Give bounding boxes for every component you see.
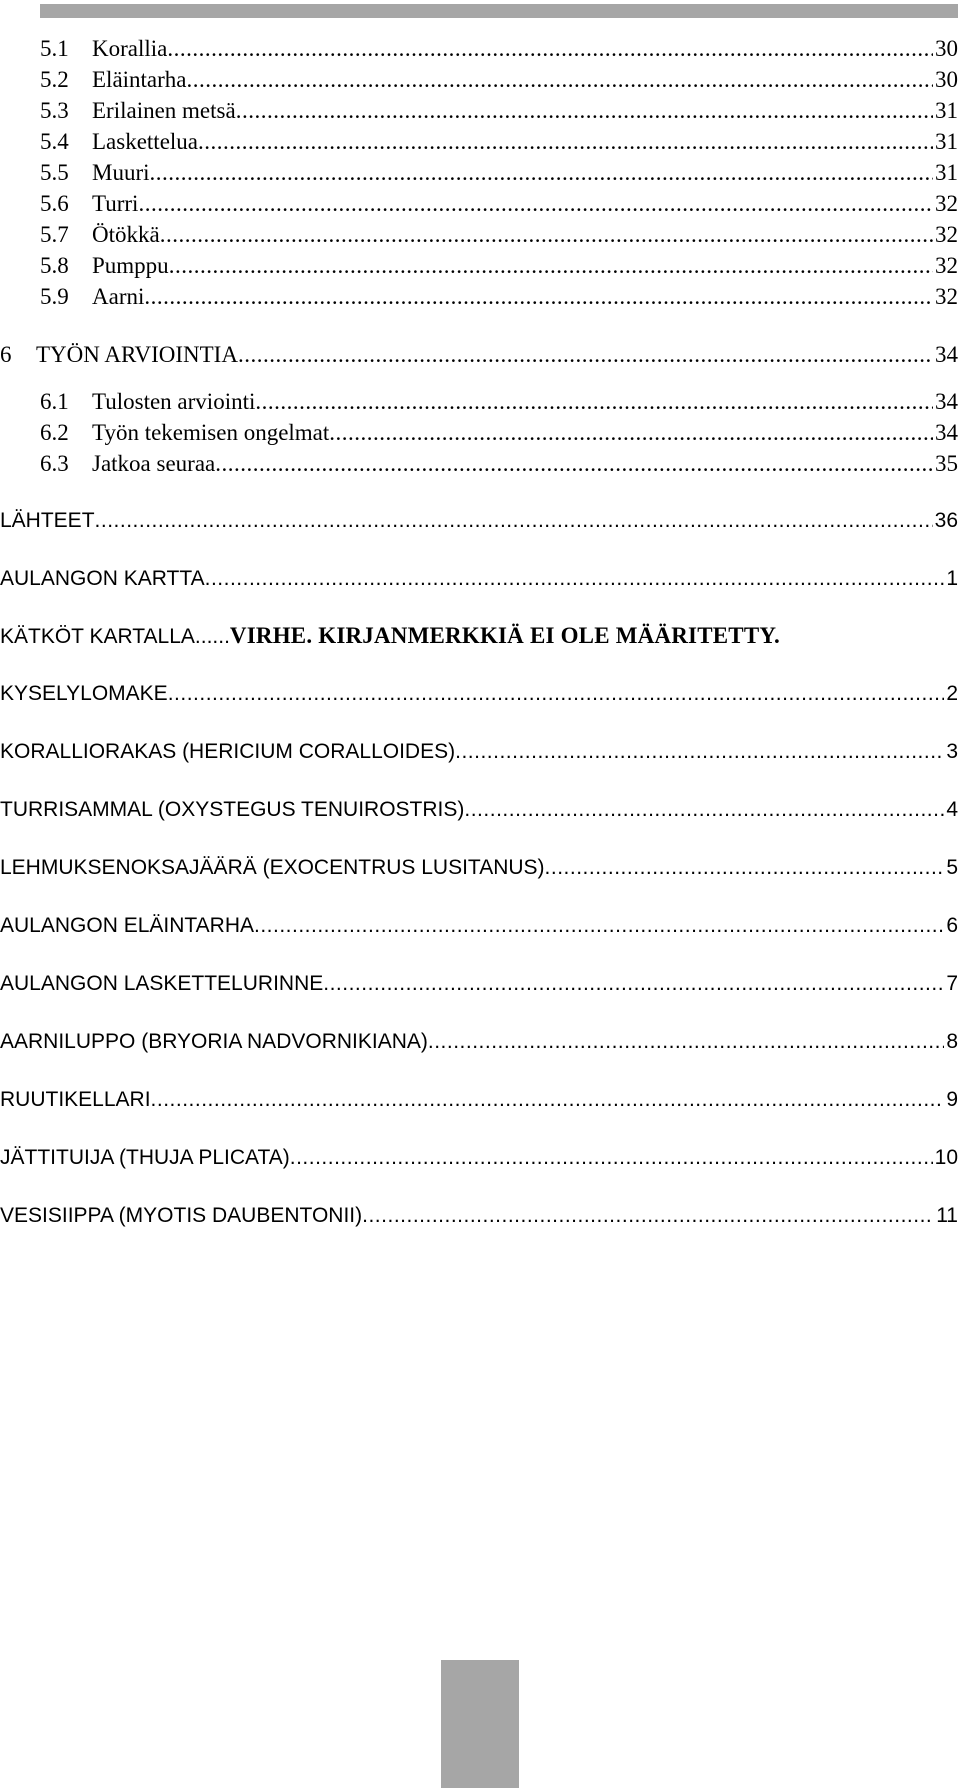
toc-leader: ...... <box>194 625 230 648</box>
toc-number: 5.8 <box>40 253 69 278</box>
toc-entry-jattituija[interactable] <box>0 1144 958 1172</box>
toc-leader <box>198 128 933 156</box>
toc-leader <box>329 419 933 447</box>
toc-title: AULANGON KARTTA <box>0 567 205 590</box>
toc-number: 5.9 <box>40 284 69 309</box>
toc-page: 31 <box>935 160 958 185</box>
toc-page: 6 <box>946 914 958 937</box>
toc-page: 36 <box>934 509 958 532</box>
toc-entry-5-7[interactable] <box>40 221 958 249</box>
toc-title: Turri <box>92 191 139 216</box>
toc-leader <box>428 1028 944 1056</box>
toc-leader <box>255 388 933 416</box>
toc-page: 7 <box>946 972 958 995</box>
toc-page: 34 <box>935 420 958 445</box>
toc-page: 10 <box>934 1146 958 1169</box>
toc-title: Eläintarha <box>92 67 187 92</box>
toc-entry-5-2[interactable] <box>40 66 958 94</box>
toc-number: 6 <box>0 342 12 367</box>
toc-title: AULANGON LASKETTELURINNE <box>0 972 324 995</box>
toc-page: 3 <box>946 740 958 763</box>
toc-page: 32 <box>935 222 958 247</box>
toc-title: LÄHTEET <box>0 509 95 532</box>
toc-title: TYÖN ARVIOINTIA <box>36 342 238 367</box>
toc-entry-lehmuksenoksajaara[interactable] <box>0 854 958 882</box>
toc-number: 5.5 <box>40 160 69 185</box>
toc-leader <box>455 738 944 766</box>
toc-page: 30 <box>935 67 958 92</box>
toc-leader <box>95 507 933 535</box>
toc-leader <box>215 450 933 478</box>
toc-entry-5-4[interactable] <box>40 128 958 156</box>
header-rule <box>40 4 958 18</box>
toc-leader <box>169 252 933 280</box>
toc-leader <box>167 35 933 63</box>
toc-entry-turrisammal[interactable] <box>0 796 958 824</box>
toc-leader <box>144 283 933 311</box>
toc-page: 32 <box>935 253 958 278</box>
toc-title: Työn tekemisen ongelmat <box>92 420 330 445</box>
toc-page: 31 <box>935 98 958 123</box>
toc-leader <box>464 796 944 824</box>
toc-title: Muuri <box>92 160 150 185</box>
toc-title: Erilainen metsä <box>92 98 236 123</box>
toc-title: Laskettelua <box>92 129 199 154</box>
toc-leader <box>362 1202 934 1230</box>
toc-page: 34 <box>935 389 958 414</box>
toc-entry-5-8[interactable] <box>40 252 958 280</box>
toc-number: 5.7 <box>40 222 69 247</box>
toc-entry-aarniluppo[interactable] <box>0 1028 958 1056</box>
toc-page: 5 <box>946 856 958 879</box>
toc-title: Tulosten arviointi <box>92 389 256 414</box>
toc-page: 9 <box>946 1088 958 1111</box>
toc-page: 31 <box>935 129 958 154</box>
toc-leader <box>545 854 945 882</box>
toc-title: VESISIIPPA (MYOTIS DAUBENTONII) <box>0 1204 363 1227</box>
toc-page: 11 <box>936 1204 958 1227</box>
toc-page: 1 <box>946 567 958 590</box>
toc-title: LEHMUKSENOKSAJÄÄRÄ (EXOCENTRUS LUSITANUS) <box>0 856 545 879</box>
toc-number: 6.1 <box>40 389 69 414</box>
toc-entry-6-1[interactable] <box>40 388 958 416</box>
toc-entry-6-3[interactable] <box>40 450 958 478</box>
toc-title: AULANGON ELÄINTARHA <box>0 914 254 937</box>
toc-entry-aulangon-elaintarha[interactable] <box>0 912 958 940</box>
toc-title: JÄTTITUIJA (THUJA PLICATA) <box>0 1146 290 1169</box>
toc-page: 34 <box>935 342 958 367</box>
toc-page: 8 <box>946 1030 958 1053</box>
toc-leader <box>238 341 933 369</box>
toc-entry-ruutikellari[interactable] <box>0 1086 958 1114</box>
toc-number: 6.2 <box>40 420 69 445</box>
toc-title: KÄTKÖT KARTALLA <box>0 625 195 648</box>
toc-page: 32 <box>935 284 958 309</box>
toc-leader <box>150 159 934 187</box>
toc-leader <box>254 912 944 940</box>
toc-entry-kyselylomake[interactable] <box>0 680 958 708</box>
toc-leader <box>290 1144 933 1172</box>
toc-title: Korallia <box>92 36 168 61</box>
toc-page: 30 <box>935 36 958 61</box>
toc-entry-aulangon-laskettelurinne[interactable] <box>0 970 958 998</box>
toc-number: 5.1 <box>40 36 69 61</box>
toc-leader <box>168 680 945 708</box>
toc-entry-lahteet[interactable] <box>0 507 958 535</box>
toc-number: 6.3 <box>40 451 69 476</box>
toc-title: Aarni <box>92 284 145 309</box>
toc-leader <box>151 1086 945 1114</box>
toc-entry-6[interactable] <box>0 341 958 369</box>
toc-title: RUUTIKELLARI <box>0 1088 151 1111</box>
toc-entry-vesisiippa[interactable] <box>0 1202 958 1230</box>
toc-leader <box>187 66 933 94</box>
toc-page: 4 <box>946 798 958 821</box>
toc-leader <box>205 565 945 593</box>
toc-entry-5-6[interactable] <box>40 190 958 218</box>
page-footer-marker <box>441 1660 519 1788</box>
toc-leader <box>138 190 933 218</box>
toc-number: 5.2 <box>40 67 69 92</box>
toc-entry-katkot-kartalla[interactable] <box>0 622 958 651</box>
toc-page: 32 <box>935 191 958 216</box>
bookmark-error-text: VIRHE. KIRJANMERKKIÄ EI OLE MÄÄRITETTY. <box>229 623 781 648</box>
toc-title: TURRISAMMAL (OXYSTEGUS TENUIROSTRIS) <box>0 798 465 821</box>
toc-title: AARNILUPPO (BRYORIA NADVORNIKIANA) <box>0 1030 428 1053</box>
toc-title: KYSELYLOMAKE <box>0 682 168 705</box>
toc-page: 2 <box>946 682 958 705</box>
toc-title: KORALLIORAKAS (HERICIUM CORALLOIDES) <box>0 740 456 763</box>
toc-leader <box>160 221 933 249</box>
toc-entry-6-2[interactable] <box>40 419 958 447</box>
toc-entry-5-1[interactable] <box>40 35 958 63</box>
toc-leader <box>236 97 933 125</box>
toc-number: 5.6 <box>40 191 69 216</box>
toc-leader <box>323 970 944 998</box>
toc-number: 5.3 <box>40 98 69 123</box>
toc-title: Pumppu <box>92 253 169 278</box>
toc-entry-5-9[interactable] <box>40 283 958 311</box>
toc-page: 35 <box>935 451 958 476</box>
toc-number: 5.4 <box>40 129 69 154</box>
toc-entry-koralliorakas[interactable] <box>0 738 958 766</box>
toc-title: Jatkoa seuraa <box>92 451 216 476</box>
toc-title: Ötökkä <box>92 222 160 247</box>
toc-entry-5-3[interactable] <box>40 97 958 125</box>
toc-entry-aulangon-kartta[interactable] <box>0 565 958 593</box>
toc-entry-5-5[interactable] <box>40 159 958 187</box>
